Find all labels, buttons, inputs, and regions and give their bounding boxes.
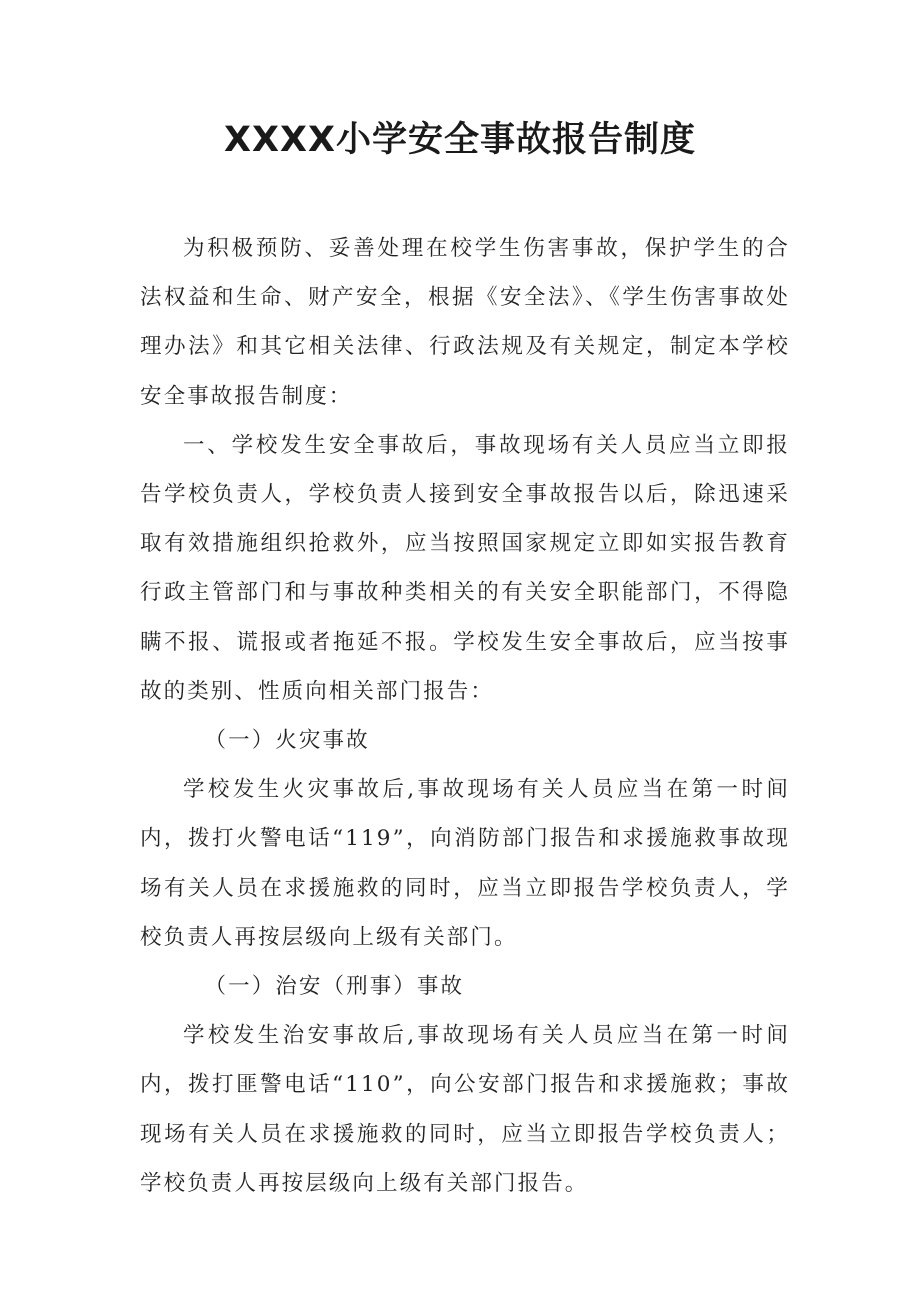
fire-accident-paragraph: 学校发生火灾事故后,事故现场有关人员应当在第一时间内，拨打火警电话“119”，向消防部门报告和求援施救事故现场有关人员在求援施救的同时，应当立即报告学校负责人，学校负责人再按层级向上级有关部门。 xyxy=(140,777,790,950)
public-security-accident-paragraph: 学校发生治安事故后,事故现场有关人员应当在第一时间内，拨打匪警电话“110”，向公安部门报告和求援施救；事故现场有关人员在求援施救的同时，应当立即报告学校负责人；学校负责人再按层级向上级有关部门报告。 xyxy=(140,1023,790,1196)
section-one-paragraph: 一、学校发生安全事故后，事故现场有关人员应当立即报告学校负责人，学校负责人接到安全事故报告以后，除迅速采取有效措施组织抢救外，应当按照国家规定立即如实报告教育行政主管部门和与事故种类相关的有关安全职能部门，不得隐瞒不报、谎报或者拖延不报。学校发生安全事故后，应当按事故的类别、性质向相关部门报告： xyxy=(140,432,790,704)
public-security-accident-heading: （一）治安（刑事）事故 xyxy=(204,974,465,1000)
document-body xyxy=(140,224,790,1208)
fire-accident-heading: （一）火灾事故 xyxy=(204,728,370,754)
document-title: XXXX小学安全事故报告制度 xyxy=(224,120,696,160)
intro-paragraph: 为积极预防、妥善处理在校学生伤害事故，保护学生的合法权益和生命、财产安全，根据《安全法》、《学生伤害事故处理办法》和其它相关法律、行政法规及有关规定，制定本学校安全事故报告制度： xyxy=(140,236,790,409)
